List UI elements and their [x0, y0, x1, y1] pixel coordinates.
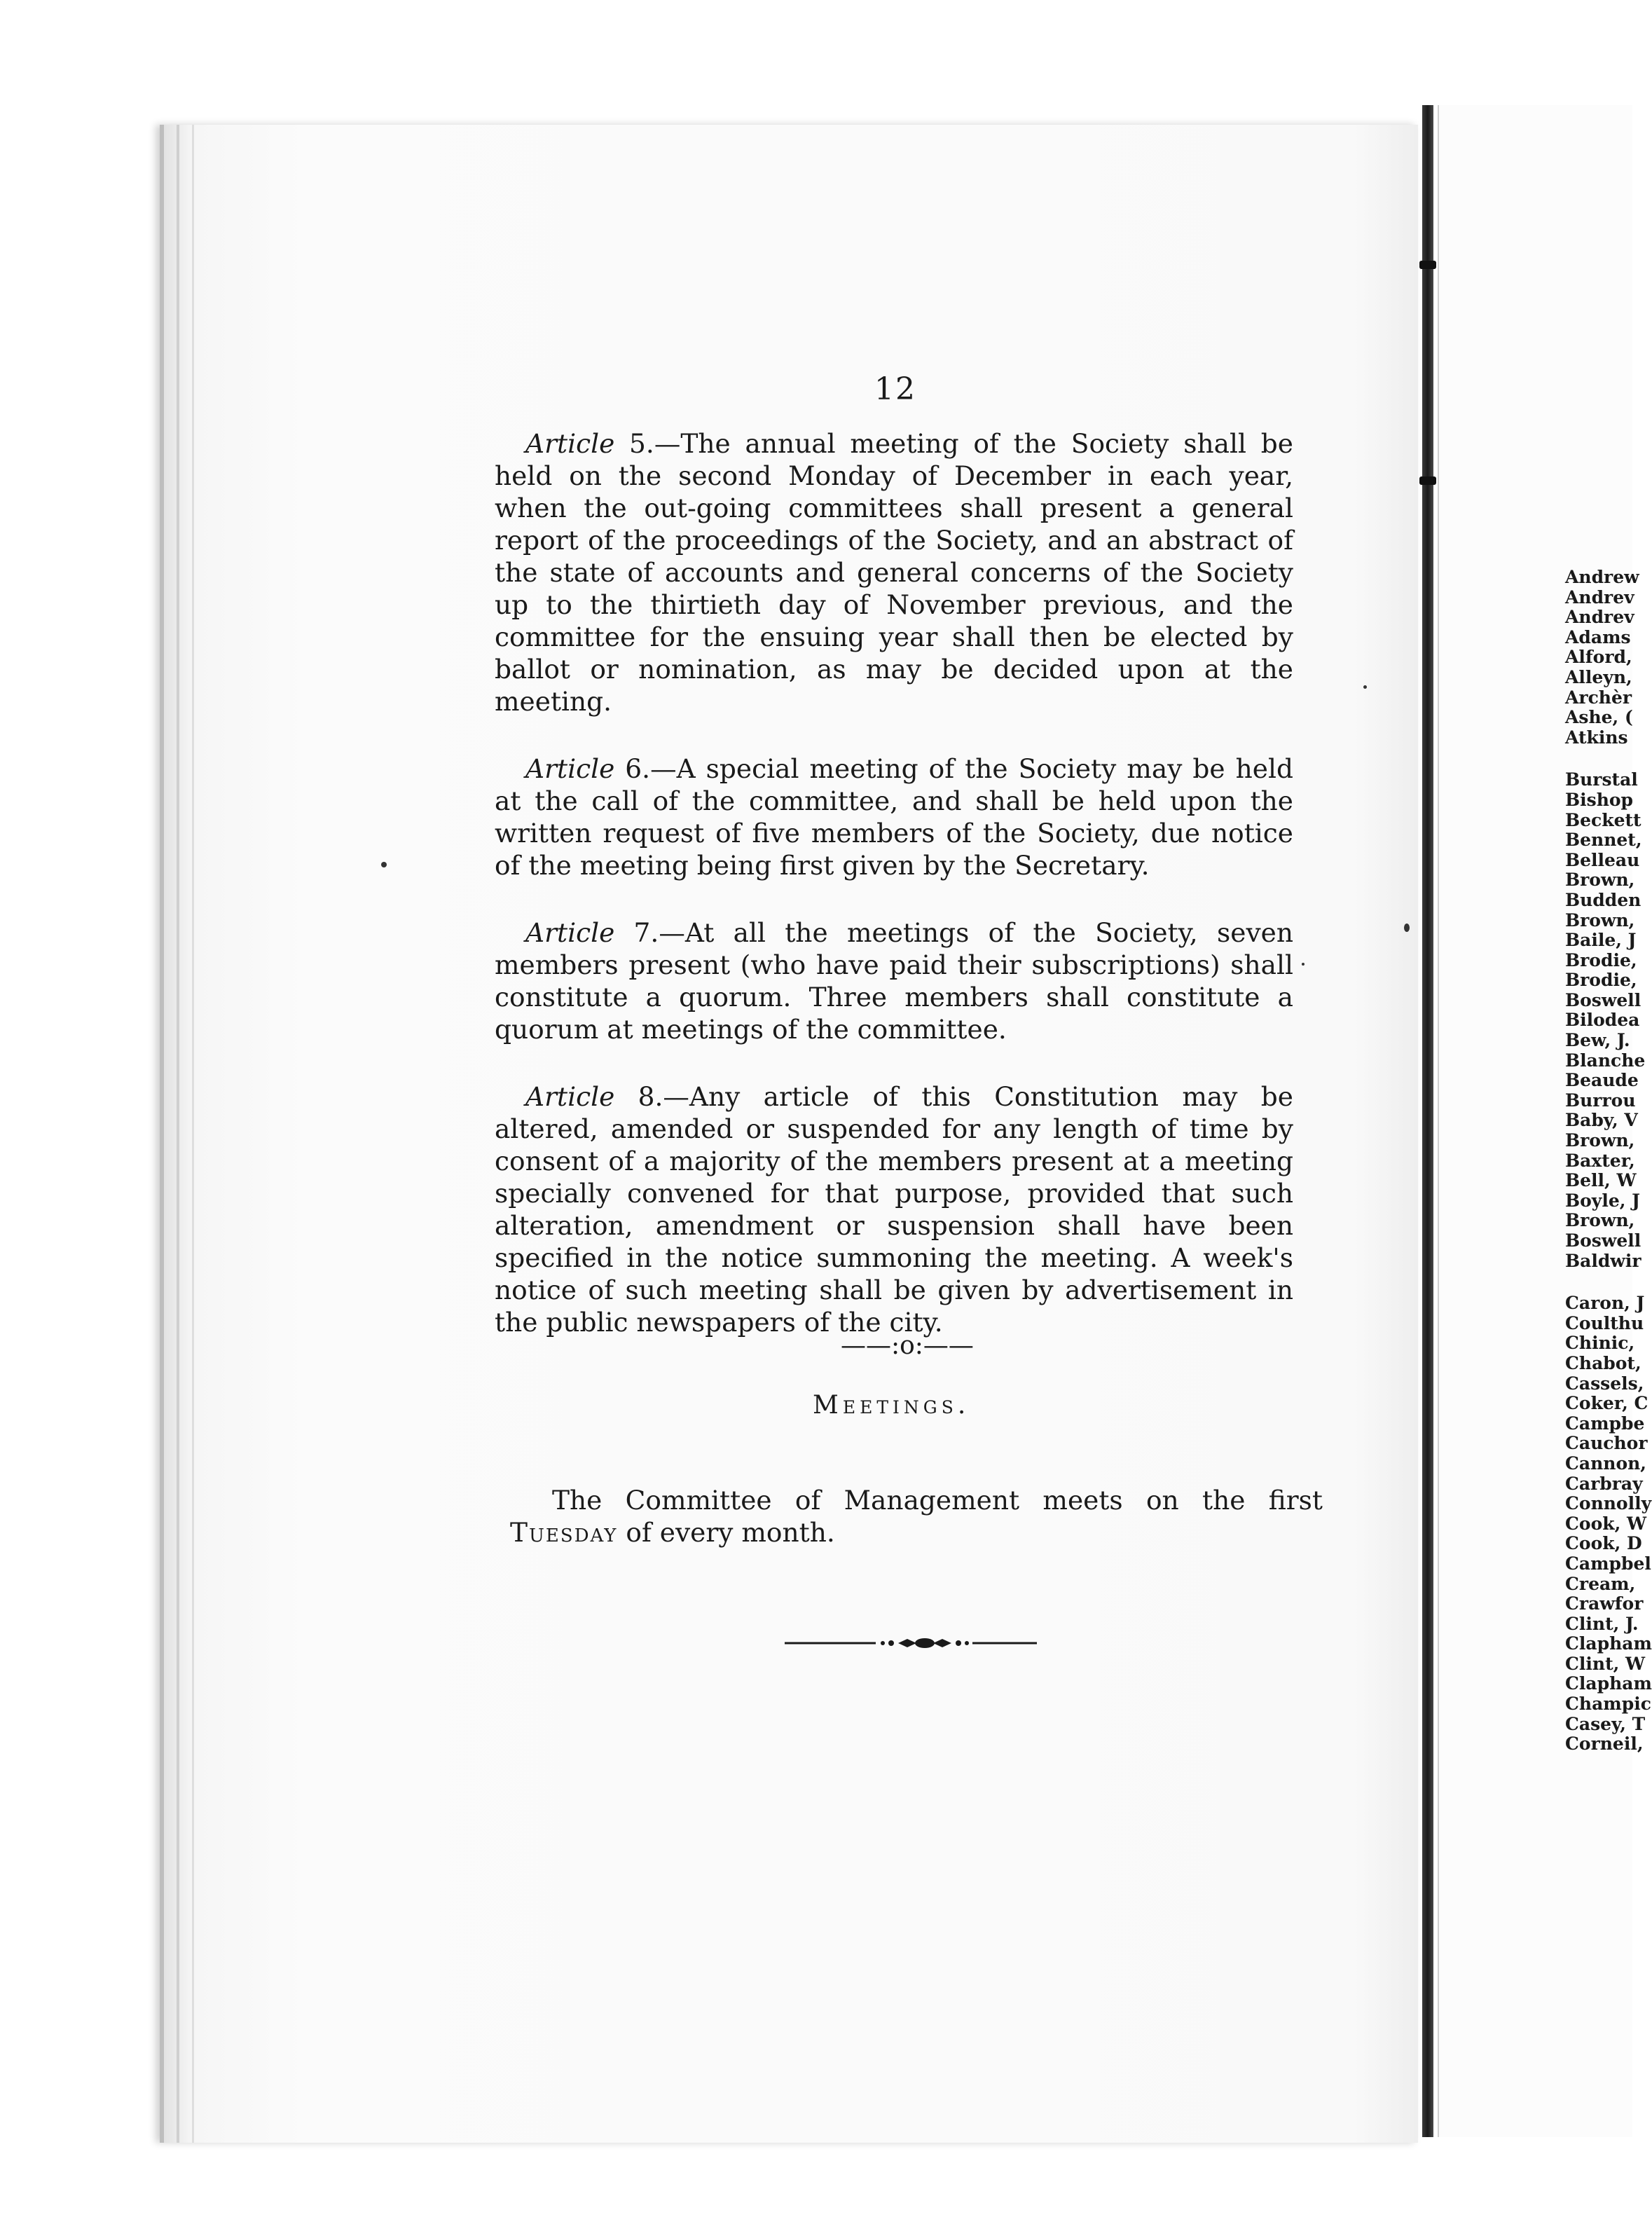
member-name: Cassels,	[1565, 1373, 1644, 1394]
meetings-text-day: Tuesday	[510, 1516, 618, 1548]
member-name: Baby, V	[1565, 1110, 1638, 1131]
member-name: Clapham	[1565, 1633, 1652, 1654]
member-name: Bilodea	[1565, 1010, 1640, 1031]
member-name: Brown,	[1565, 870, 1635, 891]
constitution-articles	[495, 427, 1293, 1373]
article-lead: Article	[525, 917, 615, 948]
member-name: Boswell	[1565, 1230, 1641, 1251]
article-8	[495, 1080, 1293, 1338]
member-name: Bennet,	[1565, 830, 1642, 851]
names-group-a	[1565, 568, 1652, 748]
member-name: Campbe	[1565, 1413, 1645, 1434]
member-name: Casey, T	[1565, 1713, 1646, 1734]
member-name: Carbray	[1565, 1473, 1643, 1494]
member-name: Budden	[1565, 889, 1641, 910]
article-text: 7.—At all the meetings of the Society, seven members present (who have paid their subscriptions) shall constitute a quorum. Three members shall constitute a quorum at meetings of the committee.	[495, 917, 1293, 1045]
member-name: Baile, J	[1565, 930, 1637, 951]
member-name: Coker, C	[1565, 1393, 1648, 1414]
member-name: Belleau	[1565, 849, 1640, 870]
page-number: 12	[874, 371, 916, 407]
ink-speck	[1363, 685, 1367, 689]
meetings-paragraph	[510, 1484, 1323, 1549]
member-name: Crawfor	[1565, 1593, 1644, 1614]
member-name: Cream,	[1565, 1573, 1636, 1594]
member-name: Andrev	[1565, 607, 1634, 628]
member-name: Baldwir	[1565, 1250, 1641, 1271]
article-lead: Article	[525, 1081, 615, 1112]
member-name: Adams	[1565, 626, 1631, 647]
member-name: Clint, W	[1565, 1653, 1646, 1674]
member-name: Beaude	[1565, 1070, 1639, 1091]
meetings-text-start: The Committee of Management meets on the first	[552, 1484, 1323, 1516]
member-name: Brown,	[1565, 909, 1635, 931]
spine-thread-top	[1419, 261, 1436, 269]
member-name: Andrev	[1565, 586, 1634, 607]
member-name: Alleyn,	[1565, 666, 1632, 687]
article-lead: Article	[525, 428, 615, 459]
member-name: Boyle, J	[1565, 1190, 1640, 1211]
article-text: 8.—Any article of this Constitution may be altered, amended or suspended for any length of time by consent of a majority of the members present at a meeting specially convened for that purpose, provided that such alteration, amendment or suspension shall have been specified in the notice summoning the meeting. A week's notice of such meeting shall be given by advertisement in the public newspapers of the city.	[495, 1081, 1293, 1338]
member-name: Connolly	[1565, 1493, 1652, 1514]
member-name: Baxter,	[1565, 1150, 1635, 1171]
ornament-rule-icon	[785, 1633, 1037, 1654]
member-name: Ashe, (	[1565, 707, 1633, 728]
member-name: Bishop	[1565, 789, 1634, 810]
member-name: Corneil,	[1565, 1734, 1644, 1755]
member-name: Beckett	[1565, 809, 1641, 830]
article-6	[495, 753, 1293, 881]
meetings-heading: Meetings.	[813, 1391, 970, 1420]
member-name: Burrou	[1565, 1090, 1636, 1111]
member-name: Atkins	[1565, 727, 1628, 748]
names-group-c	[1565, 1293, 1652, 1755]
article-text: 6.—A special meeting of the Society may be held at the call of the committee, and shall be held upon the written request of five members of the Society, due notice of the meeting being first given by the Secretary.	[495, 753, 1293, 881]
member-name: Chinic,	[1565, 1333, 1635, 1354]
book-spine	[1422, 105, 1433, 2137]
member-name: Chabot,	[1565, 1352, 1641, 1373]
member-name: Caron, J	[1565, 1293, 1645, 1314]
member-name: Cook, W	[1565, 1513, 1647, 1534]
member-name: Brown,	[1565, 1130, 1635, 1151]
member-name: Cook, D	[1565, 1533, 1642, 1554]
member-name: Cauchor	[1565, 1433, 1648, 1454]
member-name: Cannon,	[1565, 1453, 1647, 1474]
member-name: Campbel	[1565, 1553, 1651, 1574]
member-name: Boswell	[1565, 989, 1641, 1010]
ink-speck	[1302, 963, 1305, 966]
article-lead: Article	[525, 753, 615, 784]
names-group-b	[1565, 770, 1652, 1271]
member-name: Coulthu	[1565, 1312, 1644, 1333]
member-name: Burstal	[1565, 769, 1638, 790]
section-divider: ——:o:——	[841, 1331, 974, 1360]
meetings-text-end: of every month.	[617, 1516, 835, 1548]
spine-thread-middle	[1419, 476, 1436, 485]
member-name: Bell, W	[1565, 1170, 1637, 1191]
member-name: Archèr	[1565, 687, 1632, 708]
ink-speck	[1404, 924, 1410, 932]
member-name: Brodie,	[1565, 949, 1637, 970]
member-name: Brown,	[1565, 1210, 1635, 1231]
ink-speck	[381, 862, 387, 867]
names-gap	[1565, 748, 1652, 770]
member-name: Brodie,	[1565, 970, 1637, 991]
members-names-list	[1565, 568, 1652, 1755]
member-name: Champic	[1565, 1694, 1651, 1715]
article-5	[495, 427, 1293, 718]
article-7	[495, 917, 1293, 1045]
member-name: Clapham	[1565, 1673, 1652, 1694]
names-gap	[1565, 1271, 1652, 1293]
member-name: Andrew	[1565, 567, 1639, 587]
member-name: Bew, J.	[1565, 1030, 1630, 1051]
member-name: Blanche	[1565, 1050, 1646, 1071]
member-name: Clint, J.	[1565, 1613, 1639, 1634]
article-text: 5.—The annual meeting of the Society shall be held on the second Monday of December in each year, when the out-going committees shall present a general report of the proceedings of the Society, and an abstract of the state of accounts and general concerns of the Society up to the thirtieth day of November previous, and the committee for the ensuing year shall then be elected by ballot or nomination, as may be decided upon at the meeting.	[495, 428, 1293, 717]
member-name: Alford,	[1565, 647, 1632, 668]
